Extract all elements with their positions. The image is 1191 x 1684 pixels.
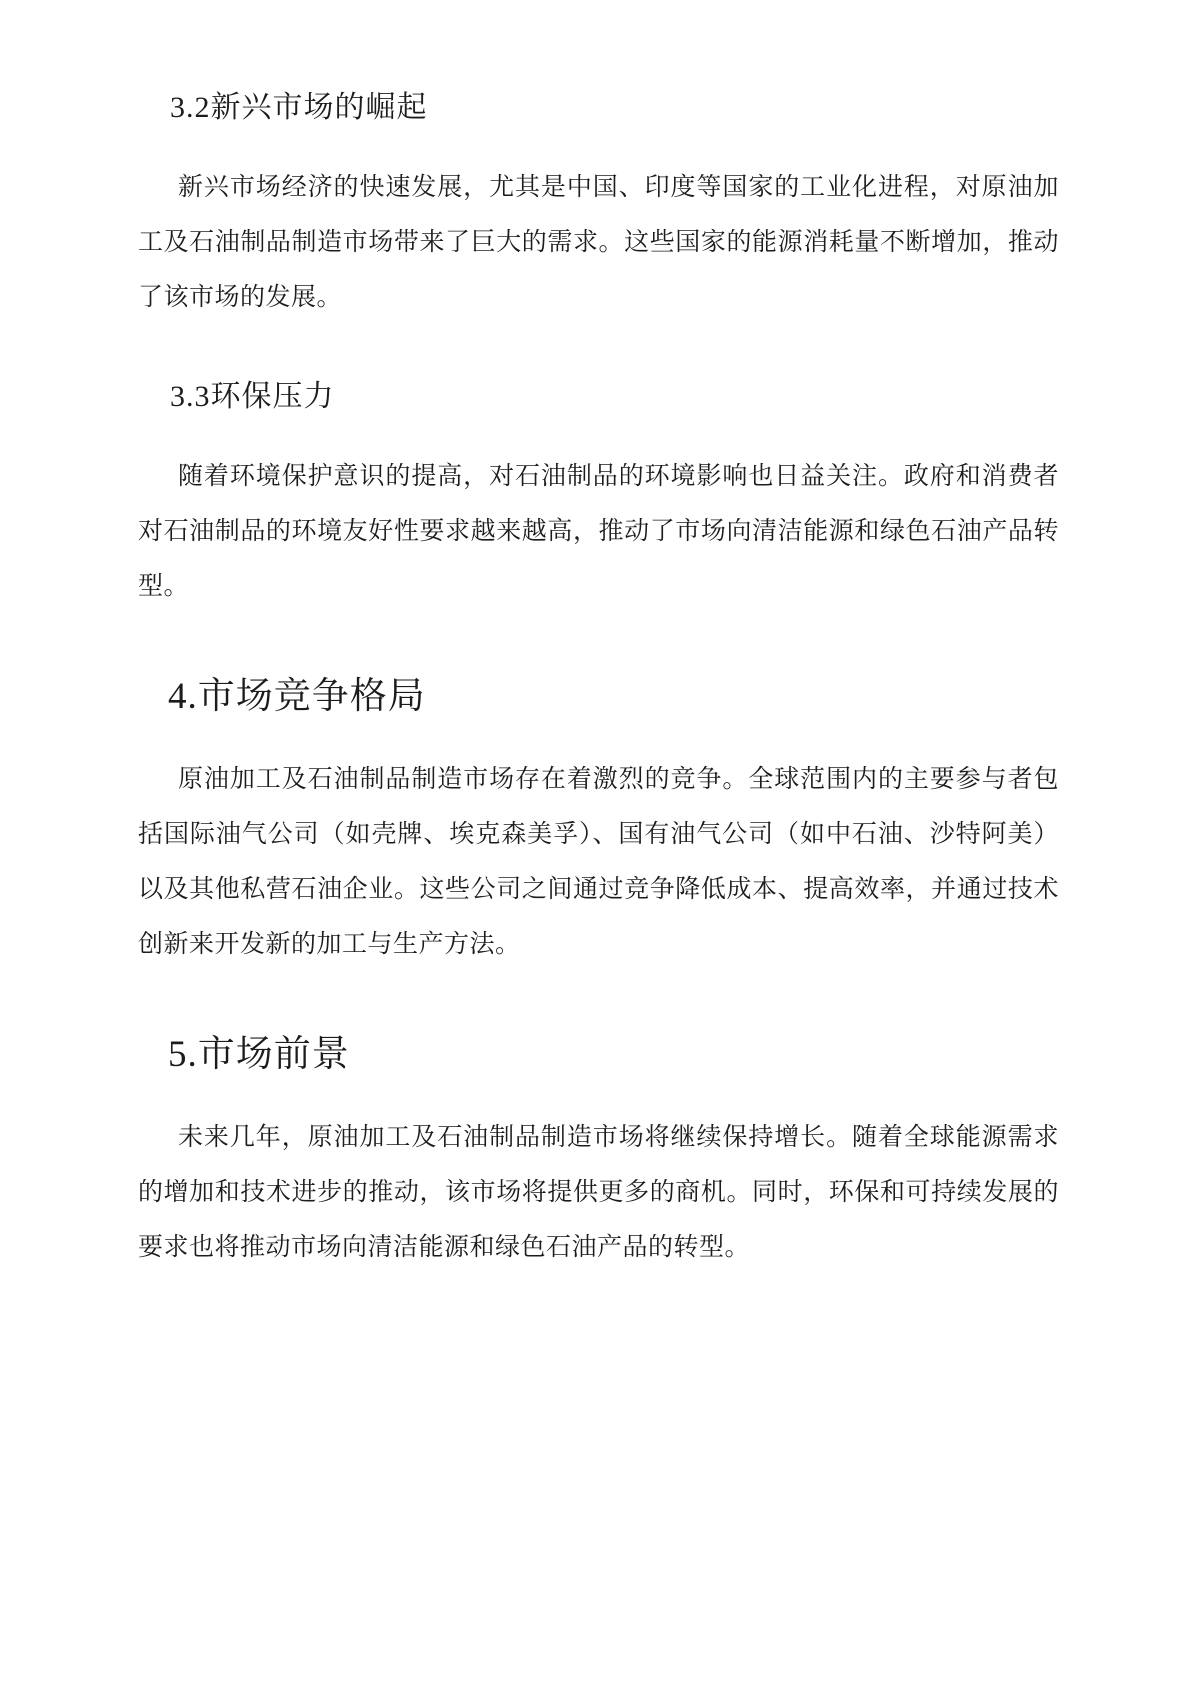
paragraph-market-competition: 原油加工及石油制品制造市场存在着激烈的竞争。全球范围内的主要参与者包括国际油气公司（如壳牌、埃克森美孚）、国有油气公司（如中石油、沙特阿美）以及其他私营石油企业。这些公司之间通过竞争降低成本、提高效率，并通过技术创新来开发新的加工与生产方法。 <box>138 766 1059 958</box>
document-body <box>138 88 1059 1275</box>
paragraph-environmental-pressure: 随着环境保护意识的提高，对石油制品的环境影响也日益关注。政府和消费者对石油制品的环境友好性要求越来越高，推动了市场向清洁能源和绿色石油产品转型。 <box>138 463 1059 600</box>
paragraph-market-outlook: 未来几年，原油加工及石油制品制造市场将继续保持增长。随着全球能源需求的增加和技术进步的推动，该市场将提供更多的商机。同时，环保和可持续发展的要求也将推动市场向清洁能源和绿色石油产品的转型。 <box>138 1124 1059 1261</box>
section-heading-environmental-pressure: 3.3环保压力 <box>170 380 335 413</box>
paragraph-emerging-markets: 新兴市场经济的快速发展，尤其是中国、印度等国家的工业化进程，对原油加工及石油制品制造市场带来了巨大的需求。这些国家的能源消耗量不断增加，推动了该市场的发展。 <box>138 174 1059 311</box>
section-heading-emerging-markets: 3.2新兴市场的崛起 <box>170 91 428 124</box>
section-heading-market-outlook: 5.市场前景 <box>168 1034 350 1075</box>
section-heading-market-competition: 4.市场竞争格局 <box>168 676 426 717</box>
